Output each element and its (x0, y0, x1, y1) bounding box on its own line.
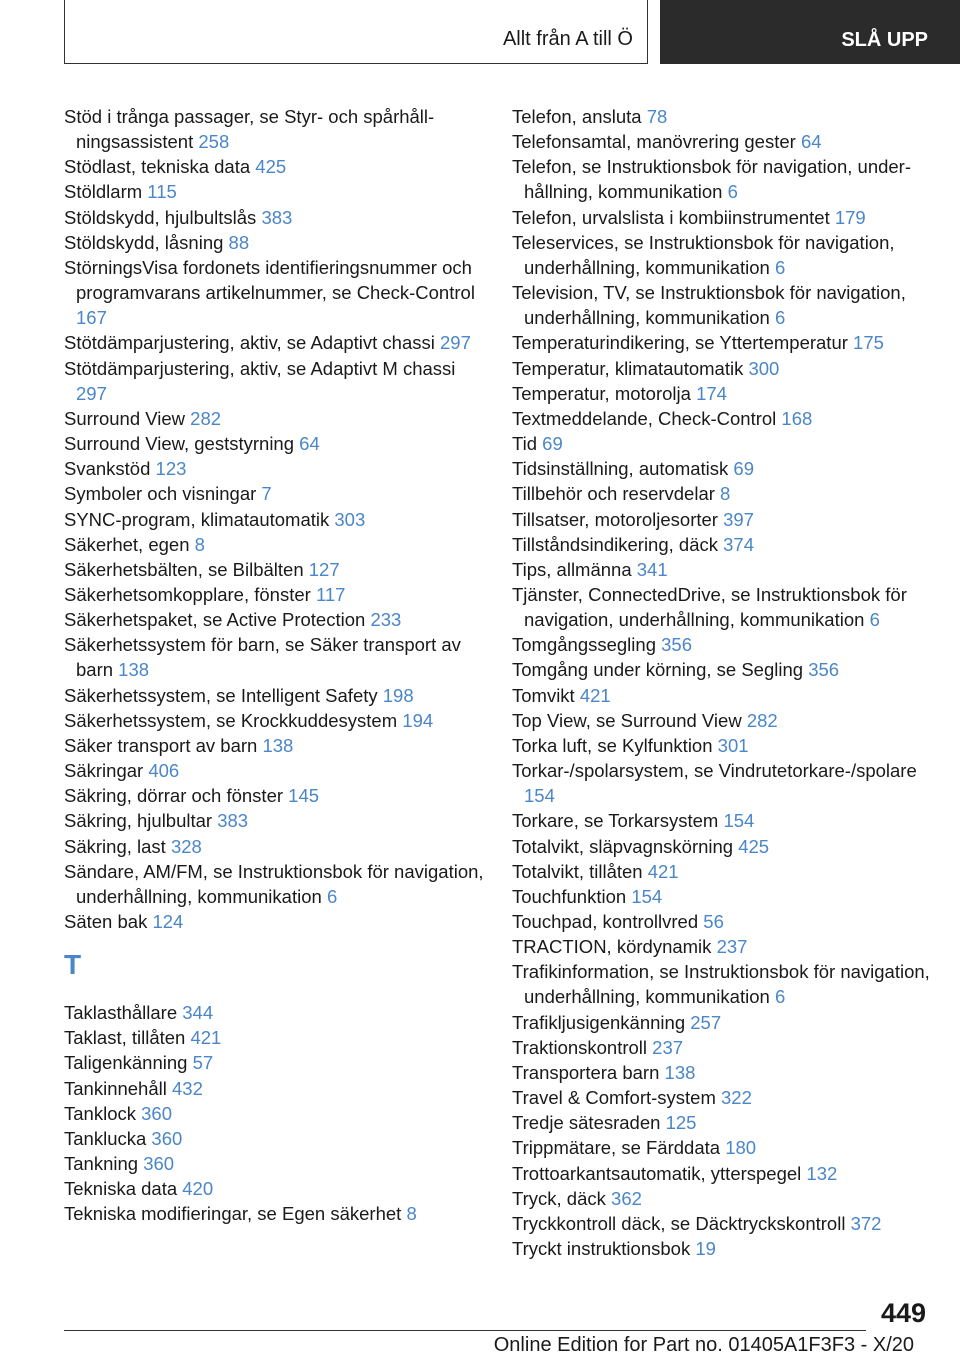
index-entry-page-link[interactable]: 138 (118, 659, 150, 681)
index-entry-page-link[interactable]: 115 (147, 181, 177, 203)
index-entry-page-link[interactable]: 123 (155, 458, 187, 480)
index-entry (512, 859, 932, 884)
index-entry-text: Surround View (64, 407, 186, 429)
index-entry (64, 557, 484, 582)
index-entry-text: Tryckt instruktionsbok (512, 1238, 691, 1260)
index-entry (512, 1161, 932, 1186)
index-entry-text: Television, TV, se Instruktionsbok för navigation, underhållning, kommunikation (512, 282, 906, 329)
index-entry-page-link[interactable]: 383 (217, 810, 249, 832)
index-entry-text: Torkar-/spolarsystem, se Vindrutetorkare-/spolare (512, 760, 917, 782)
section-letter-t: T (64, 949, 82, 981)
index-entry (64, 909, 484, 934)
index-entry (64, 532, 484, 557)
index-entry (512, 1186, 932, 1211)
index-entry (512, 1135, 932, 1160)
index-entry-page-link[interactable]: 6 (326, 885, 338, 907)
index-entry-page-link[interactable]: 138 (262, 734, 294, 756)
index-entry (64, 104, 484, 154)
index-entry-page-link[interactable]: 383 (261, 206, 293, 228)
index-entry (512, 1236, 932, 1261)
index-entry-text: Trafikljusigenkänning (512, 1011, 686, 1033)
index-entry (512, 909, 932, 934)
index-entry (512, 381, 932, 406)
page-number: 449 (880, 1298, 926, 1328)
index-entry-page-link[interactable]: 88 (228, 231, 250, 253)
index-entry (512, 1085, 932, 1110)
index-entry-text: Säkerhet, egen (64, 533, 190, 555)
index-entry-page-link[interactable]: 168 (781, 407, 813, 429)
index-entry-page-link[interactable]: 257 (690, 1011, 722, 1033)
index-entry-page-link[interactable]: 127 (308, 558, 340, 580)
index-entry-page-link[interactable]: 356 (661, 634, 692, 656)
index-entry-text: Temperaturindikering, se Yttertemperatur (512, 332, 848, 354)
index-entry-page-link[interactable]: 360 (143, 1153, 175, 1175)
index-entry (64, 758, 484, 783)
index-entry-text: Säten bak (64, 911, 148, 932)
index-entry-text: Tjänster, ConnectedDrive, se Instruktionsbok för navigation, underhållning, kommunikation (512, 583, 907, 631)
index-entry (512, 1211, 932, 1236)
index-entry (64, 582, 484, 607)
footer-edition-text: Online Edition for Part no. 01405A1F3F3 - X/20 (493, 1334, 914, 1356)
index-entry-page-link[interactable]: 154 (524, 785, 555, 807)
index-entry (512, 1110, 932, 1135)
index-entry-page-link[interactable]: 64 (299, 433, 320, 455)
index-entry-text: Stöldlarm (64, 181, 143, 203)
index-entry (64, 1076, 484, 1101)
index-entry (512, 683, 932, 708)
index-column-left (64, 104, 484, 1227)
index-entry (64, 179, 484, 204)
index-entry-page-link[interactable]: 6 (774, 256, 786, 278)
index-entry-text: Säkerhetssystem, se Krockkuddesystem (64, 709, 398, 731)
index-entry (64, 834, 484, 859)
index-entry-page-link[interactable]: 154 (631, 885, 663, 907)
index-entry-text: Tomgångssegling (512, 634, 656, 656)
index-entry-page-link[interactable]: 374 (723, 533, 755, 555)
index-entry (64, 683, 484, 708)
index-entry-text: TRACTION, kördynamik (512, 936, 712, 958)
header-title[interactable]: Allt från A till Ö (502, 28, 633, 50)
index-entry-text: Tillsatser, motoroljesorter (512, 508, 718, 530)
index-entry-page-link[interactable]: 421 (190, 1027, 222, 1049)
index-entry-text: Tanklucka (64, 1127, 147, 1149)
index-entry (512, 356, 932, 381)
index-entry-page-link[interactable]: 138 (664, 1061, 696, 1083)
index-entry-text: Stödlast, tekniska data (64, 156, 251, 178)
index-entry (64, 1151, 484, 1176)
index-entry (64, 406, 484, 431)
index-entry (512, 557, 932, 582)
index-entry-page-link[interactable]: 233 (370, 609, 402, 631)
index-entry-text: Tanklock (64, 1102, 136, 1124)
index-entry-page-link[interactable]: 6 (727, 181, 738, 203)
index-entry-page-link[interactable]: 328 (170, 835, 202, 857)
index-entry-page-link[interactable]: 57 (192, 1052, 214, 1074)
index-entry-text: Transportera barn (512, 1061, 660, 1083)
index-entry-text: Sändare, AM/FM, se Instruktionsbok för navigation, underhållning, kommunikation (64, 860, 484, 907)
index-entry-page-link[interactable]: 297 (440, 332, 471, 354)
index-entry-page-link[interactable]: 6 (774, 986, 786, 1008)
index-entry-text: Tekniska modifieringar, se Egen säkerhet (64, 1203, 402, 1225)
index-entry-text: Traktionskontroll (512, 1036, 648, 1058)
index-group-t (64, 1000, 484, 1226)
index-entry (512, 758, 932, 808)
index-entry-page-link[interactable]: 300 (748, 357, 780, 379)
index-entry-text: Tryckkontroll däck, se Däcktryckskontroll (512, 1212, 846, 1234)
index-entry-text: Top View, se Surround View (512, 709, 742, 731)
index-entry-text: Säkerhetsomkopplare, fönster (64, 583, 311, 605)
index-entry (512, 230, 932, 280)
index-entry-page-link[interactable]: 301 (717, 734, 749, 756)
index-entry-text: Tryck, däck (512, 1187, 606, 1209)
index-entry (64, 255, 484, 330)
index-entry (64, 733, 484, 758)
index-entry (512, 934, 932, 959)
index-entry-text: Tidsinställning, automatisk (512, 458, 729, 480)
index-entry (512, 834, 932, 859)
index-entry-page-link[interactable]: 145 (288, 785, 320, 807)
index-entry-text: Säkring, hjulbultar (64, 810, 213, 832)
index-entry-page-link[interactable]: 425 (255, 156, 287, 178)
header-section-box (64, 0, 648, 64)
index-entry-text: Telefon, urvalslista i kombiinstrumentet (512, 206, 830, 228)
index-entry-page-link[interactable]: 8 (720, 483, 731, 505)
index-entry-text: Säkringar (64, 760, 144, 782)
index-entry-text: Stöldskydd, låsning (64, 231, 224, 253)
index-entry-page-link[interactable]: 198 (382, 684, 414, 706)
index-entry-page-link[interactable]: 344 (182, 1002, 214, 1024)
index-entry-page-link[interactable]: 179 (834, 206, 866, 228)
index-entry-page-link[interactable]: 8 (194, 533, 205, 555)
index-entry (64, 1101, 484, 1126)
index-entry-page-link[interactable]: 78 (646, 106, 668, 127)
index-entry (64, 356, 484, 406)
index-entry (64, 1126, 484, 1151)
index-entry-text: Säker transport av barn (64, 734, 258, 756)
index-entry (64, 1201, 484, 1226)
index-entry (64, 431, 484, 456)
index-entry-page-link[interactable]: 180 (725, 1137, 757, 1159)
index-entry-text: Telefonsamtal, manövrering gester (512, 131, 796, 153)
index-entry-page-link[interactable]: 258 (198, 131, 230, 153)
index-entry-page-link[interactable]: 397 (723, 508, 754, 530)
index-entry-text: Tomgång under körning, se Segling (512, 659, 804, 681)
index-entry-text: Torkare, se Torkarsystem (512, 810, 719, 832)
index-entry (512, 154, 932, 204)
index-entry-page-link[interactable]: 69 (733, 458, 754, 480)
index-entry-page-link[interactable]: 237 (652, 1036, 684, 1058)
index-entry-text: SYNC-program, klimatautomatik (64, 508, 330, 530)
index-entry-page-link[interactable]: 297 (76, 382, 107, 404)
index-entry (512, 808, 932, 833)
index-entry-page-link[interactable]: 167 (76, 307, 107, 329)
index-entry (512, 406, 932, 431)
index-entry-text: Säkring, last (64, 835, 166, 857)
index-entry (512, 1035, 932, 1060)
index-entry-text: Säkerhetspaket, se Active Protection (64, 609, 366, 631)
index-entry-page-link[interactable]: 124 (152, 911, 184, 932)
index-entry-page-link[interactable]: 421 (579, 684, 611, 706)
index-entry (512, 733, 932, 758)
index-entry-text: Säkerhetssystem för barn, se Säker transport av barn (64, 634, 461, 681)
index-entry-page-link[interactable]: 19 (695, 1238, 716, 1260)
index-entry-page-link[interactable]: 356 (808, 659, 840, 681)
index-entry-page-link[interactable]: 360 (141, 1102, 172, 1124)
index-entry (512, 884, 932, 909)
index-entry-text: Tips, allmänna (512, 558, 632, 580)
index-entry (64, 808, 484, 833)
index-entry-text: Touchpad, kontrollvred (512, 911, 699, 932)
index-entry (512, 104, 932, 129)
index-entry (512, 280, 932, 330)
index-entry-text: Taklasthållare (64, 1002, 178, 1024)
index-entry-text: Tankning (64, 1153, 139, 1175)
index-entry (64, 632, 484, 682)
index-entry-page-link[interactable]: 432 (172, 1077, 203, 1099)
index-entry-page-link[interactable]: 8 (406, 1203, 417, 1225)
index-entry-page-link[interactable]: 341 (636, 558, 668, 580)
index-entry (512, 657, 932, 682)
index-column-right (512, 104, 932, 1261)
index-entry-page-link[interactable]: 421 (647, 860, 679, 882)
index-entry-text: Stöldskydd, hjulbultslås (64, 206, 257, 228)
index-entry-page-link[interactable]: 237 (716, 936, 748, 958)
index-entry-text: Tankinnehåll (64, 1077, 167, 1099)
index-entry-page-link[interactable]: 154 (723, 810, 755, 832)
index-entry (64, 1025, 484, 1050)
index-entry-page-link[interactable]: 406 (148, 760, 180, 782)
index-entry-text: Tomvikt (512, 684, 575, 706)
index-entry-page-link[interactable]: 372 (850, 1212, 882, 1234)
index-entry (512, 456, 932, 481)
index-entry-page-link[interactable]: 303 (334, 508, 366, 530)
lookup-button-label: SLÅ UPP (841, 29, 928, 51)
index-entry-page-link[interactable]: 132 (806, 1162, 838, 1184)
index-entry-page-link[interactable]: 125 (665, 1112, 697, 1134)
index-entry (512, 330, 932, 355)
index-entry-page-link[interactable]: 282 (746, 709, 778, 731)
index-entry (64, 230, 484, 255)
index-entry-text: Tillståndsindikering, däck (512, 533, 718, 555)
index-entry (512, 481, 932, 506)
index-entry-text: Stötdämparjustering, aktiv, se Adaptivt chassi (64, 332, 435, 354)
index-entry-text: Stöd i trånga passager, se Styr- och spårhållningsassistent (64, 106, 435, 153)
index-entry (64, 607, 484, 632)
index-entry-text: Svankstöd (64, 458, 151, 480)
footer-divider (64, 1330, 866, 1331)
index-entry (64, 507, 484, 532)
index-entry-text: Tid (512, 433, 538, 455)
index-entry-page-link[interactable]: 362 (611, 1187, 642, 1209)
index-entry-text: Tekniska data (64, 1178, 178, 1200)
index-group-s (64, 104, 484, 934)
index-entry-text: Tillbehör och reservdelar (512, 483, 715, 505)
index-entry (512, 582, 932, 632)
index-entry-text: Torka luft, se Kylfunktion (512, 734, 713, 756)
index-entry-text: Temperatur, klimatautomatik (512, 357, 744, 379)
index-entry-text: Touchfunktion (512, 885, 627, 907)
index-entry-text: Temperatur, motorolja (512, 382, 691, 404)
index-entry-text: Telefon, se Instruktionsbok för navigation, underhållning, kommunikation (512, 156, 912, 203)
index-entry-text: Stötdämparjustering, aktiv, se Adaptivt M chassi (64, 357, 456, 379)
index-entry-text: Tredje sätesraden (512, 1112, 661, 1134)
index-entry-page-link[interactable]: 282 (190, 407, 222, 429)
index-entry-page-link[interactable]: 7 (261, 483, 272, 505)
index-entry-text: Säkring, dörrar och fönster (64, 785, 284, 807)
index-entry-page-link[interactable]: 322 (721, 1087, 752, 1109)
index-entry (64, 1000, 484, 1025)
index-entry-text: Symboler och visningar (64, 483, 257, 505)
index-entry (512, 708, 932, 733)
index-entry-page-link[interactable]: 64 (800, 131, 822, 153)
index-entry (512, 205, 932, 230)
index-entry-text: Taligenkänning (64, 1052, 188, 1074)
index-entry (64, 481, 484, 506)
index-entry (64, 1176, 484, 1201)
index-entry-text: Trippmätare, se Färddata (512, 1137, 721, 1159)
index-entry-page-link[interactable]: 420 (182, 1178, 214, 1200)
index-entry-text: Travel & Comfort-system (512, 1087, 716, 1109)
index-entry-text: Textmeddelande, Check-Control (512, 407, 777, 429)
index-entry (512, 1010, 932, 1035)
index-entry (512, 959, 932, 1009)
index-entry (64, 783, 484, 808)
index-entry (512, 632, 932, 657)
index-entry-page-link[interactable]: 174 (696, 382, 727, 404)
index-entry-text: Säkerhetssystem, se Intelligent Safety (64, 684, 378, 706)
index-entry-text: Surround View, geststyrning (64, 433, 295, 455)
index-entry (64, 330, 484, 355)
index-entry-page-link[interactable]: 360 (151, 1127, 183, 1149)
index-entry-text: Taklast, tillåten (64, 1027, 186, 1049)
index-entry-text: Trottoarkantsautomatik, ytterspegel (512, 1162, 802, 1184)
index-entry-text: Totalvikt, släpvagnskörning (512, 835, 734, 857)
lookup-button[interactable] (660, 0, 960, 64)
index-entry-page-link[interactable]: 175 (853, 332, 884, 354)
index-entry (64, 1050, 484, 1075)
index-entry (512, 532, 932, 557)
index-entry-text: Totalvikt, tillåten (512, 860, 643, 882)
index-entry-text: Trafikinformation, se Instruktionsbok för navigation, underhållning, kommunikation (512, 961, 930, 1008)
index-entry (64, 708, 484, 733)
index-entry (64, 859, 484, 909)
index-entry-text: StörningsVisa fordonets identifieringsnummer och programvarans artikelnummer, se Check-Control (64, 256, 475, 304)
index-entry-page-link[interactable]: 194 (402, 709, 434, 731)
index-entry-text: Säkerhetsbälten, se Bilbälten (64, 558, 304, 580)
index-entry (512, 507, 932, 532)
index-entry (512, 1060, 932, 1085)
index-entry-text: Telefon, ansluta (512, 106, 642, 127)
index-entry-page-link[interactable]: 6 (869, 609, 880, 631)
index-entry (512, 129, 932, 154)
index-entry (64, 154, 484, 179)
index-entry (64, 205, 484, 230)
index-group-t-continued (512, 104, 932, 1261)
index-entry-page-link[interactable]: 425 (738, 835, 770, 857)
index-entry-page-link[interactable]: 117 (315, 583, 346, 605)
index-entry (64, 456, 484, 481)
index-entry-page-link[interactable]: 69 (542, 433, 563, 455)
index-entry (512, 431, 932, 456)
index-entry-text: Teleservices, se Instruktionsbok för navigation, underhållning, kommunikation (512, 231, 895, 278)
index-entry-page-link[interactable]: 56 (703, 911, 724, 932)
index-entry-page-link[interactable]: 6 (774, 307, 786, 329)
